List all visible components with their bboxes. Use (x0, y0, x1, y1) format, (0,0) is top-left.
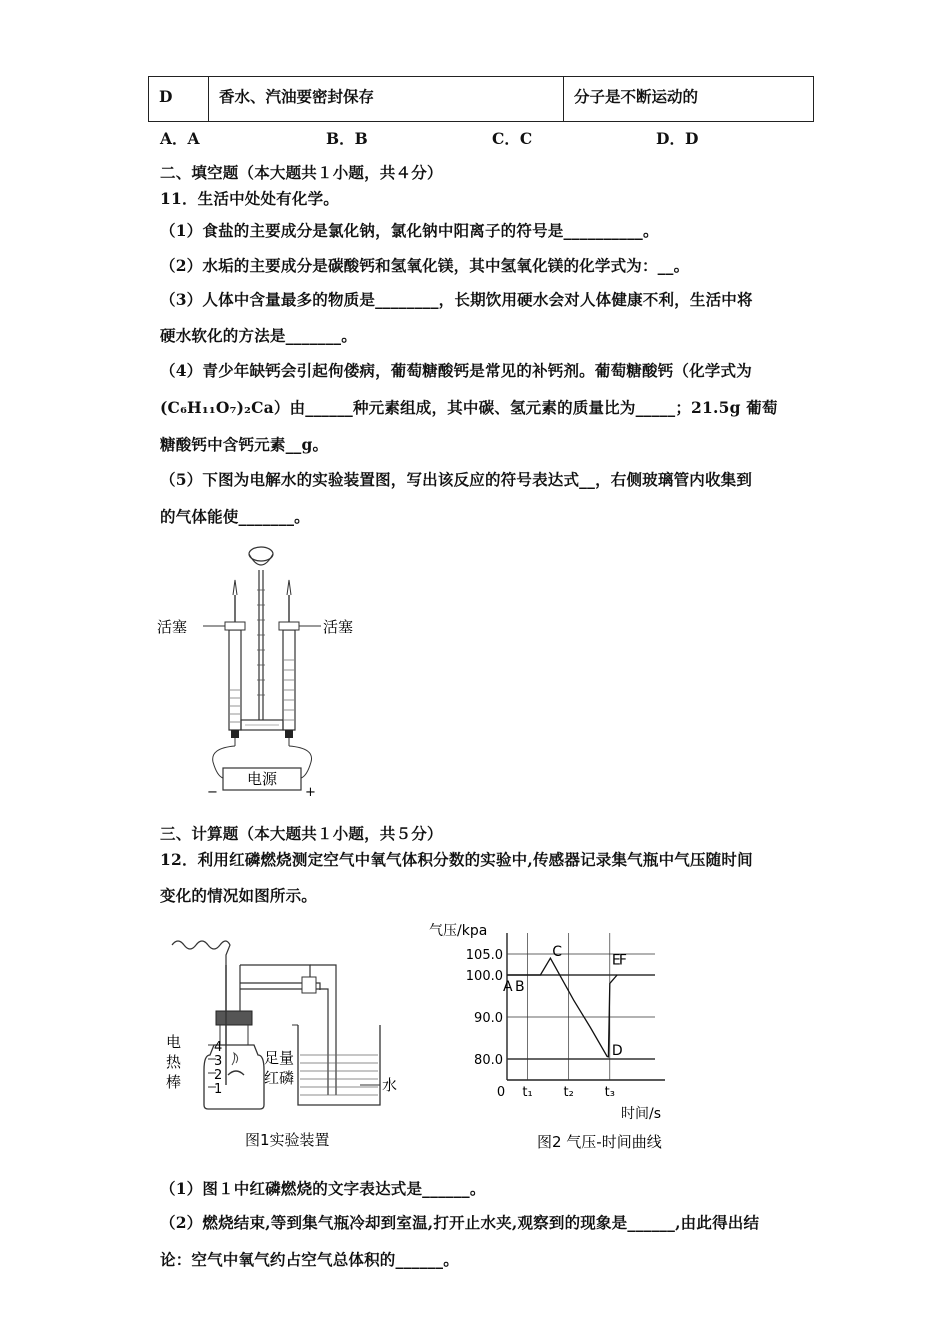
row-letter: D (149, 77, 209, 121)
option-d[interactable]: D．D (656, 129, 699, 148)
x-tick-label: t₂ (563, 1085, 574, 1100)
pressure-curve (507, 958, 617, 1057)
x-tick-label: t₃ (604, 1085, 615, 1100)
fig1-caption: 图1实验装置 (245, 1131, 330, 1149)
q12-question-2: （2）燃烧结束,等到集气瓶冷却到室温,打开止水夹,观察到的现象是______,由此得出结 (160, 1213, 760, 1232)
section-2-heading: 二、填空题（本大题共１小题，共４分） (160, 163, 443, 182)
section-3-heading: 三、计算题（本大题共１小题，共５分） (160, 824, 443, 843)
q11-line-3: （3）人体中含量最多的物质是________，长期饮用硬水会对人体健康不利，生活中将 (160, 290, 753, 309)
x-tick-label: t₁ (522, 1085, 533, 1100)
q11-line-8: （5）下图为电解水的实验装置图，写出该反应的符号表达式__，右侧玻璃管内收集到 (160, 470, 753, 489)
option-b[interactable]: B．B (326, 129, 368, 148)
x-tick-label: 0 (496, 1085, 506, 1100)
phosphorus-label-2: 红磷 (264, 1069, 295, 1087)
answer-table-row (148, 76, 814, 122)
option-c[interactable]: C．C (492, 129, 533, 148)
chart-xlabel: 时间/s (621, 1106, 662, 1122)
plus-sign: + (305, 785, 316, 800)
row-explanation: 分子是不断运动的 (574, 87, 699, 106)
chart-ylabel: 气压/kpa (429, 923, 488, 939)
y-tick-label: 80.0 (474, 1053, 503, 1068)
q12-question-1: （1）图１中红磷燃烧的文字表达式是______。 (160, 1179, 486, 1198)
option-a[interactable]: A．A (160, 129, 200, 148)
q11-title: 11．生活中处处有化学。 (160, 189, 339, 208)
q12-line-2: 变化的情况如图所示。 (160, 886, 318, 905)
phosphorus-apparatus-figure (160, 925, 410, 1155)
rod-label-3: 棒 (166, 1073, 182, 1091)
q12-line-1: 12．利用红磷燃烧测定空气中氧气体积分数的实验中,传感器记录集气瓶中气压随时间 (160, 850, 753, 869)
q11-line-9: 的气体能使_______。 (160, 507, 310, 526)
rod-label-1: 电 (166, 1033, 182, 1051)
power-label: 电源 (246, 770, 278, 788)
point-label-f: F (618, 952, 627, 969)
q11-line-7: 糖酸钙中含钙元素__g。 (160, 435, 329, 454)
q11-line-1: （1）食盐的主要成分是氯化钠，氯化钠中阳离子的符号是__________。 (160, 221, 659, 240)
q11-line-4: 硬水软化的方法是_______。 (160, 326, 357, 345)
point-label-a: A (503, 979, 513, 995)
q11-line-6: (C₆H₁₁O₇)₂Ca）由______种元素组成，其中碳、氢元素的质量比为_____；21.5g 葡萄 (160, 398, 778, 417)
point-label-d: D (611, 1042, 623, 1059)
mark-3: 3 (214, 1054, 223, 1069)
q11-line-2: （2）水垢的主要成分是碳酸钙和氢氧化镁，其中氢氧化镁的化学式为：__。 (160, 256, 690, 275)
y-tick-label: 90.0 (474, 1011, 503, 1026)
minus-sign: − (207, 785, 218, 800)
left-stopcock-label: 活塞 (157, 618, 188, 636)
chart-caption: 图2 气压-时间曲线 (537, 1133, 662, 1151)
mark-2: 2 (214, 1068, 223, 1083)
q11-line-5: （4）青少年缺钙会引起佝偻病，葡萄糖酸钙是常见的补钙剂。葡萄糖酸钙（化学式为 (160, 361, 752, 380)
water-label: 水 (382, 1076, 398, 1094)
point-label-b: B (515, 979, 525, 995)
mark-1: 1 (214, 1082, 223, 1097)
phosphorus-label-1: 足量 (264, 1049, 295, 1067)
q12-question-3: 论：空气中氧气约占空气总体积的______。 (160, 1250, 459, 1269)
y-tick-label: 105.0 (465, 948, 503, 963)
electrolysis-apparatus-figure (155, 540, 375, 800)
row-phenomenon: 香水、汽油要密封保存 (209, 77, 564, 121)
pressure-time-chart (425, 915, 695, 1155)
right-stopcock-label: 活塞 (323, 618, 354, 636)
rod-label-2: 热 (166, 1053, 182, 1071)
y-tick-label: 100.0 (465, 969, 503, 984)
mark-4: 4 (214, 1040, 223, 1055)
point-label-c: C (552, 944, 563, 961)
point-label-e: E (611, 952, 621, 969)
